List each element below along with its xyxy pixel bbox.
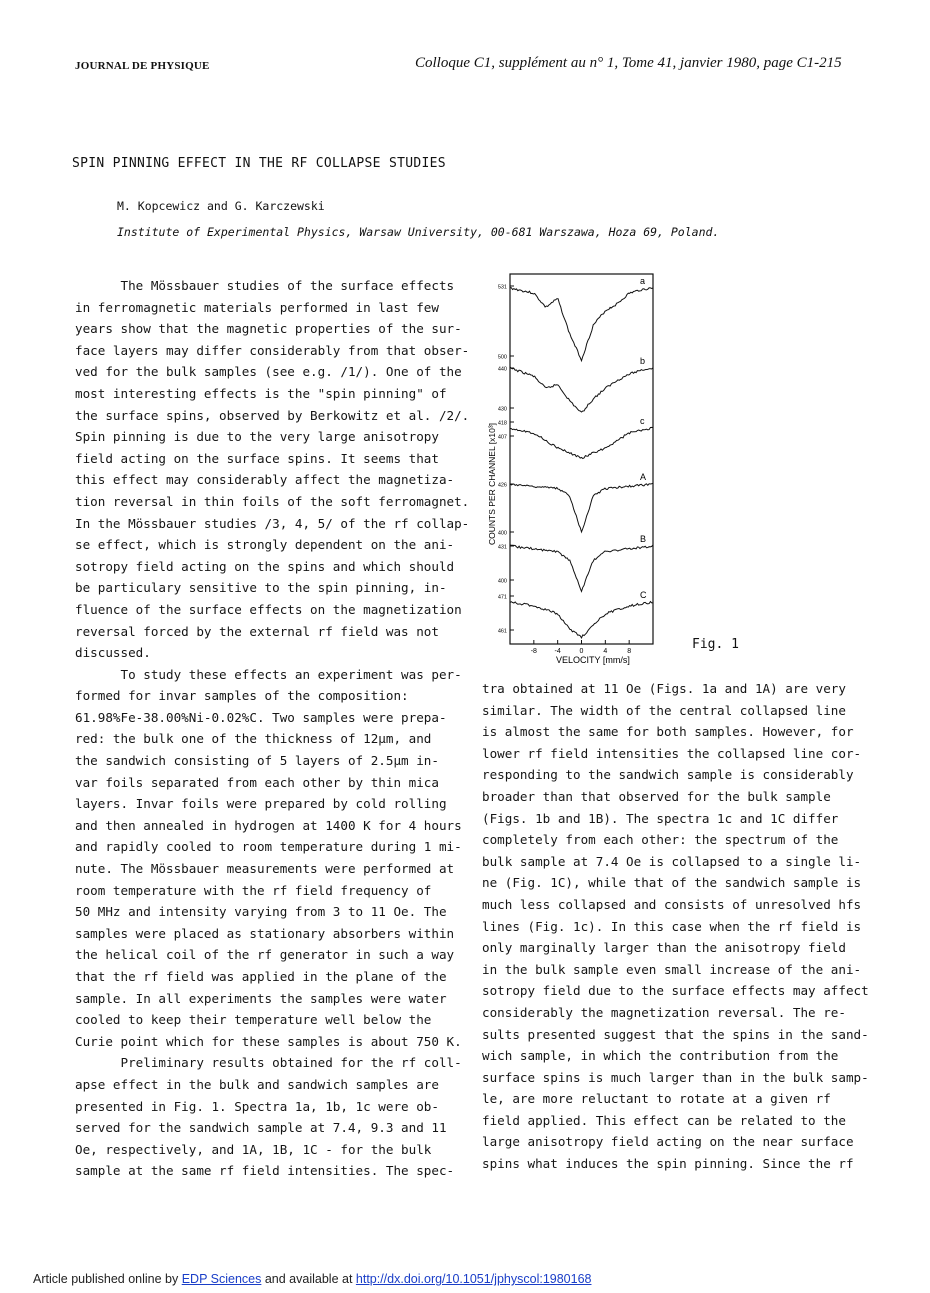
y-tick-label: 471 <box>497 594 507 601</box>
text-line: Preliminary results obtained for the rf coll- <box>75 1055 462 1071</box>
text-line: samples were placed as stationary absorbers within <box>75 925 455 941</box>
text-line: discussed. <box>75 645 151 661</box>
y-tick-label: 531 <box>497 284 507 291</box>
text-line: in ferromagnetic materials performed in last few <box>75 299 439 315</box>
text-line: sample at the same rf field intensities. The spec- <box>75 1163 455 1179</box>
text-line: field applied. This effect can be related to the <box>482 1112 846 1128</box>
text-line: Curie point which for these samples is about 750 K. <box>75 1033 462 1049</box>
text-line: sample. In all experiments the samples were water <box>75 990 447 1006</box>
text-line: In the Mössbauer studies /3, 4, 5/ of the rf collap- <box>75 515 470 531</box>
text-line: presented in Fig. 1. Spectra 1a, 1b, 1c were ob- <box>75 1098 439 1114</box>
text-line: considerably the magnetization reversal. The re- <box>482 1004 846 1020</box>
text-line: the surface spins, observed by Berkowitz et al. /2/. <box>75 407 470 423</box>
text-line: the helical coil of the rf generator in such a way <box>75 947 455 963</box>
text-line: much less collapsed and consists of unresolved hfs <box>482 896 862 912</box>
y-tick-label: 461 <box>497 628 507 635</box>
text-line: nute. The Mössbauer measurements were performed at <box>75 861 455 877</box>
text-line: field acting on the surface spins. It seems that <box>75 450 439 466</box>
text-line: reversal forced by the external rf field was not <box>75 623 439 639</box>
text-line: most interesting effects is the "spin pinning" of <box>75 385 447 401</box>
spectrum-label-C: C <box>640 590 647 600</box>
text-line: years show that the magnetic properties of the sur- <box>75 321 462 337</box>
text-line: face layers may differ considerably from that obser- <box>75 342 470 358</box>
doi-link[interactable]: http://dx.doi.org/10.1051/jphyscol:1980168 <box>355 1272 592 1286</box>
y-axis-label: COUNTS PER CHANNEL [x10³] <box>487 422 497 545</box>
issue-info-text: Colloque C1, supplément au n° 1, Tome 41, janvier 1980, page C1-215 <box>415 55 842 71</box>
text-line: served for the sandwich sample at 7.4, 9.3 and 11 <box>75 1120 447 1136</box>
spectrum-label-B: B <box>640 534 647 544</box>
text-line: be particulary sensitive to the spin pinning, in- <box>75 580 447 596</box>
text-line: ne (Fig. 1C), while that of the sandwich sample is <box>482 875 862 891</box>
text-line: sults presented suggest that the spins in the sand- <box>482 1026 869 1042</box>
text-line: 61.98%Fe-38.00%Ni-0.02%C. Two samples were prepa- <box>75 709 447 725</box>
text-line: Spin pinning is due to the very large anisotropy <box>75 429 439 445</box>
text-line: lines (Fig. 1c). In this case when the rf field is <box>482 918 862 934</box>
y-tick-label: 500 <box>497 354 507 361</box>
article-authors: M. Kopcewicz and G. Karczewski <box>117 199 325 213</box>
text-line: tion reversal in thin foils of the soft ferromagnet. <box>75 493 470 509</box>
y-tick-label: 407 <box>497 434 507 441</box>
spectrum-label-a: a <box>640 276 646 286</box>
text-line: and rapidly cooled to room temperature during 1 mi- <box>75 839 462 855</box>
text-line: tra obtained at 11 Oe (Figs. 1a and 1A) are very <box>482 681 846 696</box>
text-line: completely from each other: the spectrum of the <box>482 832 839 848</box>
text-line: broader than that observed for the bulk sample <box>482 788 831 804</box>
text-line: apse effect in the bulk and sandwich samples are <box>75 1076 439 1092</box>
text-line: large anisotropy field acting on the near surface <box>482 1134 854 1150</box>
x-tick-label: 0 <box>579 648 584 655</box>
text-line: the sandwich consisting of 5 layers of 2.5μm in- <box>75 753 439 769</box>
text-line: layers. Invar foils were prepared by cold rolling <box>75 796 447 812</box>
text-line: The Mössbauer studies of the surface effects <box>75 278 455 293</box>
text-column-left <box>75 275 470 1182</box>
text-line: is almost the same for both samples. However, for <box>482 724 854 740</box>
text-column-right <box>482 678 869 1175</box>
y-tick-label: 400 <box>497 530 507 537</box>
y-tick-label: 400 <box>497 578 507 585</box>
spectrum-line-a <box>510 288 653 361</box>
spectrum-line-c <box>510 427 653 458</box>
footer <box>33 1272 591 1286</box>
text-line: responding to the sandwich sample is considerably <box>482 767 854 783</box>
text-line: sotropy field due to the surface effects may affect <box>482 983 869 999</box>
spectrum-label-b: b <box>640 356 646 366</box>
figure-caption: Fig. 1 <box>692 637 739 652</box>
text-line: se effect, which is strongly dependent on the ani- <box>75 537 455 553</box>
spectrum-line-C <box>510 602 653 638</box>
y-tick-label: 440 <box>497 366 507 373</box>
text-line: var foils separated from each other by thin mica <box>75 774 439 790</box>
spectrum-label-c: c <box>640 416 645 426</box>
x-axis-label: VELOCITY [mm/s] <box>556 655 630 665</box>
plot-frame <box>510 274 653 644</box>
footer-prefix: Article published online by <box>33 1272 182 1286</box>
text-line: room temperature with the rf field frequency of <box>75 882 432 898</box>
text-line: this effect may considerably affect the magnetiza- <box>75 472 455 488</box>
figure-1-spectra <box>478 270 678 670</box>
spectrum-line-A <box>510 483 653 532</box>
text-line: spins what induces the spin pinning. Since the rf <box>482 1156 854 1172</box>
article-affiliation: Institute of Experimental Physics, Warsaw University, 00-681 Warszawa, Hoza 69, Poland. <box>117 225 720 239</box>
text-line: sotropy field acting on the spins and which should <box>75 558 455 574</box>
x-tick-label: -4 <box>554 648 561 655</box>
text-line: similar. The width of the central collapsed line <box>482 702 846 718</box>
x-tick-label: 8 <box>627 648 632 655</box>
text-line: wich sample, in which the contribution from the <box>482 1048 839 1064</box>
y-tick-label: 418 <box>497 420 507 427</box>
text-line: red: the bulk one of the thickness of 12μm, and <box>75 731 432 747</box>
y-tick-label: 431 <box>497 544 507 551</box>
x-tick-label: 4 <box>603 648 608 655</box>
issue-info <box>415 55 842 72</box>
text-line: ved for the bulk samples (see e.g. /1/). One of the <box>75 364 462 380</box>
y-tick-label: 426 <box>497 482 507 489</box>
journal-name: JOURNAL DE PHYSIQUE <box>75 60 210 72</box>
text-line: that the rf field was applied in the plane of the <box>75 969 447 984</box>
text-line: and then annealed in hydrogen at 1400 K for 4 hours <box>75 817 462 833</box>
text-line: bulk sample at 7.4 Oe is collapsed to a single li- <box>482 853 862 869</box>
footer-middle: and available at <box>261 1272 356 1286</box>
text-line: 50 MHz and intensity varying from 3 to 11 Oe. The <box>75 904 447 920</box>
text-line: lower rf field intensities the collapsed line cor- <box>482 745 862 761</box>
text-line: Oe, respectively, and 1A, 1B, 1C - for the bulk <box>75 1141 432 1157</box>
text-line: cooled to keep their temperature well below the <box>75 1012 432 1028</box>
spectrum-line-b <box>510 367 653 412</box>
text-line: formed for invar samples of the composition: <box>75 688 409 704</box>
text-line: in the bulk sample even small increase of the ani- <box>482 961 862 977</box>
spectrum-label-A: A <box>640 472 647 482</box>
text-line: only marginally larger than the anisotropy field <box>482 940 846 956</box>
publisher-link[interactable]: EDP Sciences <box>181 1272 262 1286</box>
text-line: To study these effects an experiment was per- <box>75 666 462 682</box>
x-tick-label: -8 <box>530 648 537 655</box>
article-title: SPIN PINNING EFFECT IN THE RF COLLAPSE STUDIES <box>72 156 446 171</box>
text-line: (Figs. 1b and 1B). The spectra 1c and 1C differ <box>482 810 839 826</box>
text-line: fluence of the surface effects on the magnetization <box>75 601 462 617</box>
y-tick-label: 430 <box>497 406 507 413</box>
text-line: surface spins is much larger than in the bulk samp- <box>482 1069 869 1085</box>
spectrum-line-B <box>510 545 653 591</box>
text-line: le, are more reluctant to rotate at a given rf <box>482 1091 831 1107</box>
